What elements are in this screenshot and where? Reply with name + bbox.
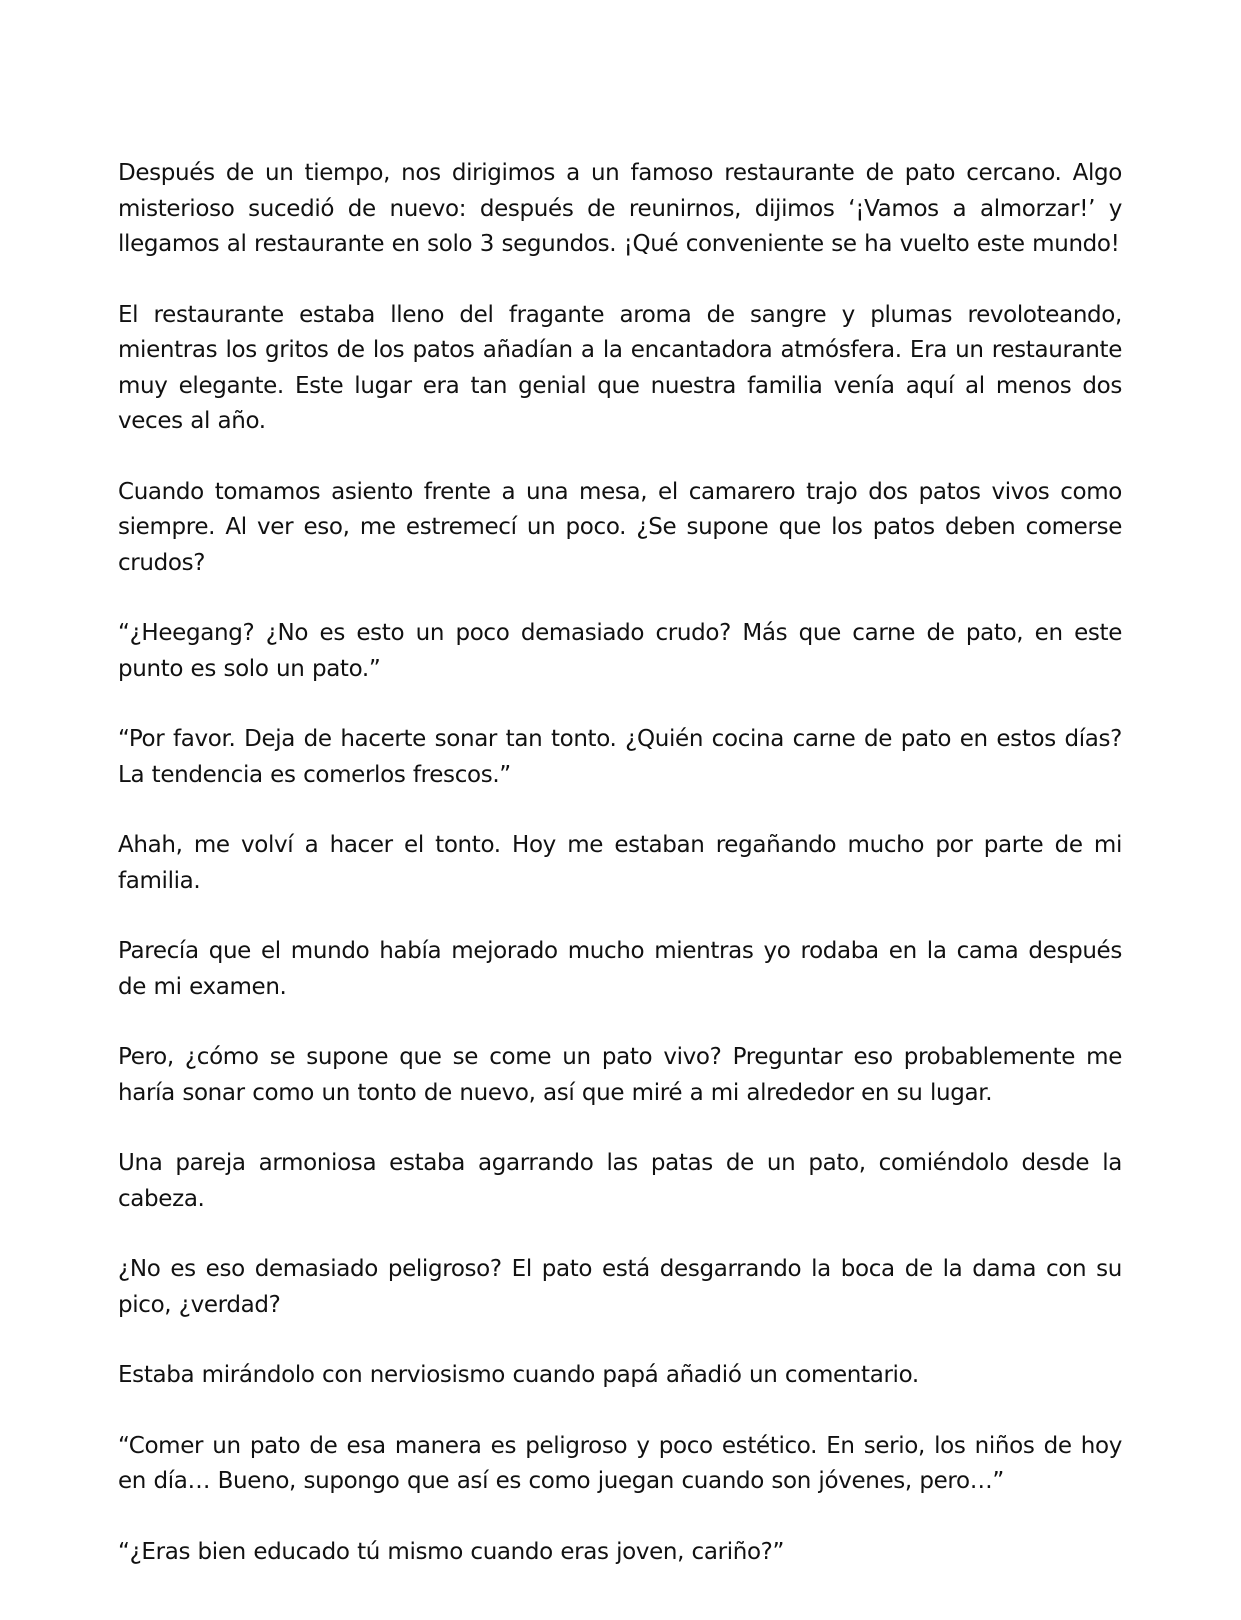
paragraph: Una pareja armoniosa estaba agarrando las patas de un pato, comiéndolo desde la cabeza. bbox=[118, 1150, 1122, 1212]
paragraph: Ahah, me volví a hacer el tonto. Hoy me estaban regañando mucho por parte de mi familia. bbox=[118, 832, 1122, 894]
paragraph: “Comer un pato de esa manera es peligroso y poco estético. En serio, los niños de hoy en día… Bueno, supongo que así es como juegan cuando son jóvenes, pero…” bbox=[118, 1432, 1122, 1494]
paragraph: Estaba mirándolo con nerviosismo cuando papá añadió un comentario. bbox=[118, 1362, 919, 1388]
paragraph: Pero, ¿cómo se supone que se come un pato vivo? Preguntar eso probablemente me haría sonar como un tonto de nuevo, así que miré a mi alrededor en su lugar. bbox=[118, 1044, 1122, 1106]
paragraph: Después de un tiempo, nos dirigimos a un famoso restaurante de pato cercano. Algo misterioso sucedió de nuevo: después de reunirnos, dijimos ‘¡Vamos a almorzar!’ y llegamos al restaurante en solo 3 segundos. ¡Qué conveniente se ha vuelto este mundo! bbox=[118, 160, 1122, 257]
paragraph: “Por favor. Deja de hacerte sonar tan tonto. ¿Quién cocina carne de pato en estos días? La tendencia es comerlos frescos.” bbox=[118, 726, 1122, 788]
paragraph: El restaurante estaba lleno del fragante aroma de sangre y plumas revoloteando, mientras los gritos de los patos añadían a la encantadora atmósfera. Era un restaurante muy elegante. Este lugar era tan genial que nuestra familia venía aquí al menos dos veces al año. bbox=[118, 301, 1122, 434]
paragraph: “¿Heegang? ¿No es esto un poco demasiado crudo? Más que carne de pato, en este punto es solo un pato.” bbox=[118, 620, 1122, 682]
body-text bbox=[118, 156, 1122, 1570]
paragraph: Cuando tomamos asiento frente a una mesa, el camarero trajo dos patos vivos como siempre. Al ver eso, me estremecí un poco. ¿Se supone que los patos deben comerse crudos? bbox=[118, 478, 1122, 576]
paragraph: “¿Eras bien educado tú mismo cuando eras joven, cariño?” bbox=[118, 1538, 785, 1565]
paragraph: Parecía que el mundo había mejorado mucho mientras yo rodaba en la cama después de mi examen. bbox=[118, 938, 1122, 1000]
paragraph: ¿No es eso demasiado peligroso? El pato está desgarrando la boca de la dama con su pico, ¿verdad? bbox=[118, 1256, 1122, 1318]
